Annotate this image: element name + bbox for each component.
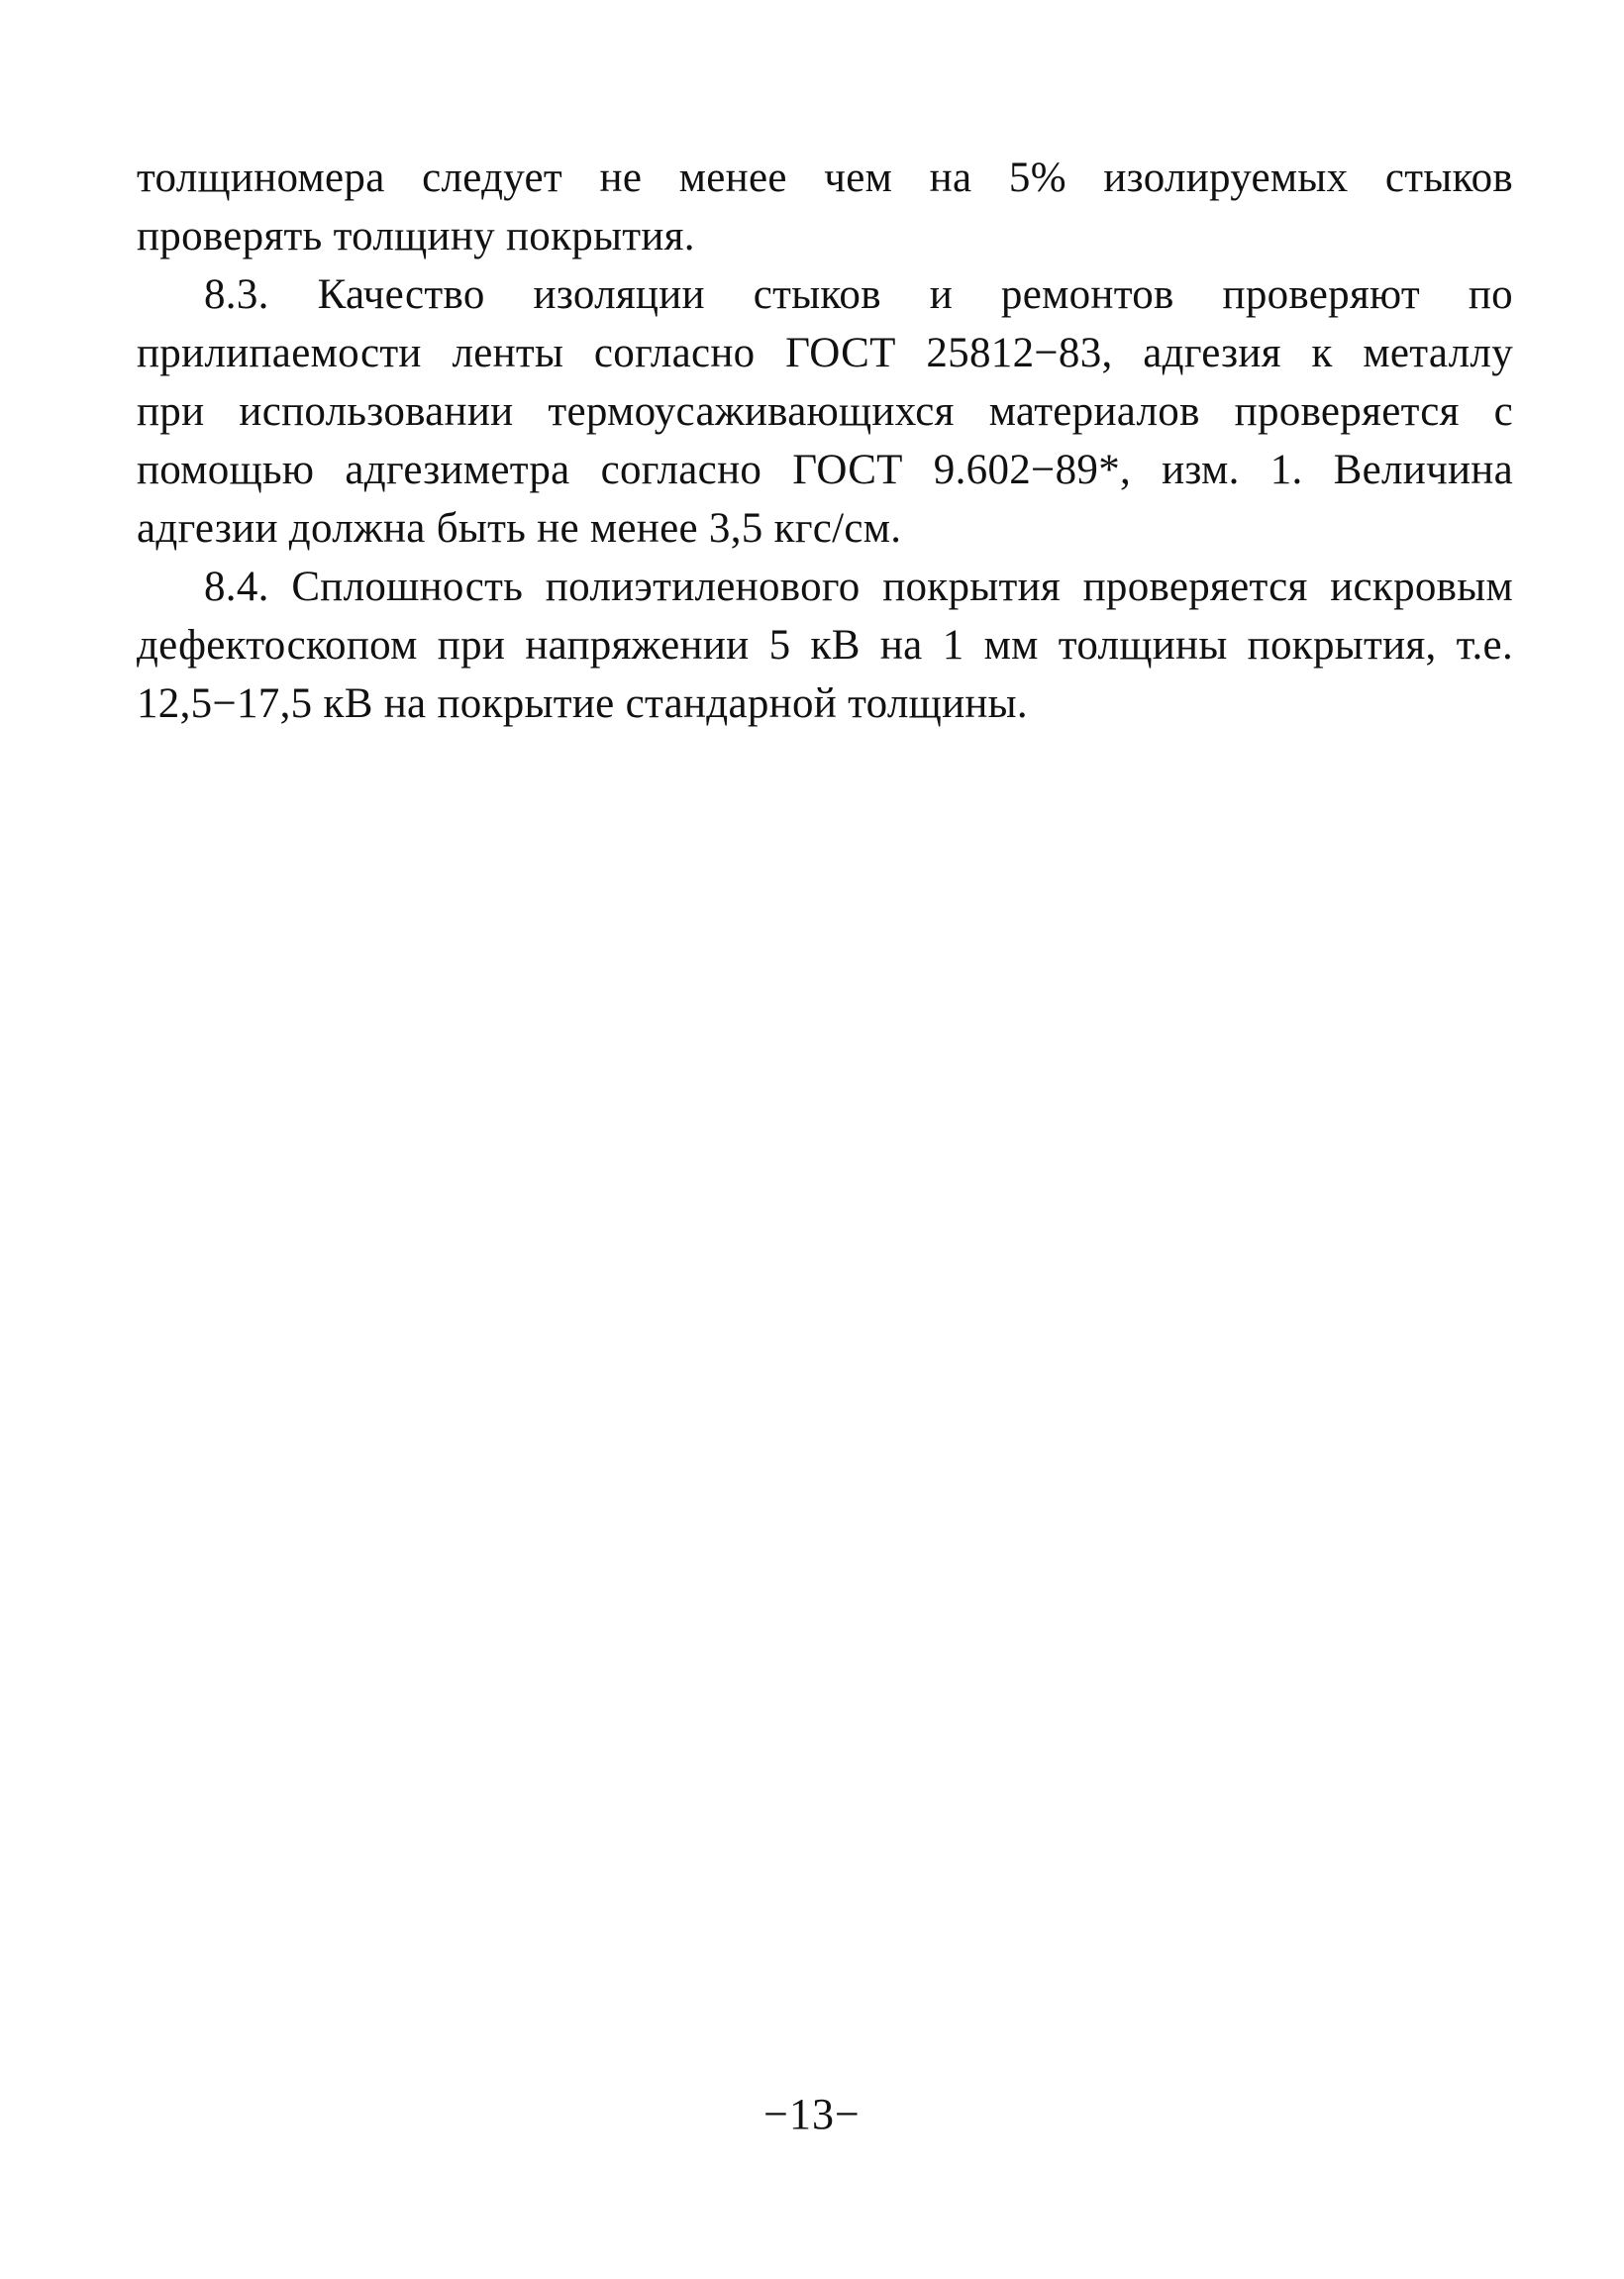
paragraph-8-3 — [137, 265, 1513, 558]
paragraph-continuation — [137, 149, 1513, 265]
text-line: дефектоскопом при напряжении 5 кВ на 1 мм толщины покрытия, т.е. — [137, 622, 1513, 669]
text-line: при использовании термоусаживающихся материалов проверяется с — [137, 388, 1513, 435]
text-line: 12,5−17,5 кВ на покрытие стандарной толщины. — [137, 680, 1028, 727]
document-body — [137, 149, 1513, 733]
text-line: адгезии должна быть не менее 3,5 кгс/см. — [137, 505, 902, 552]
paragraph-8-4 — [137, 558, 1513, 733]
page-number: −13− — [763, 2090, 861, 2138]
text-line: толщиномера следует не менее чем на 5% изолируемых стыков — [137, 155, 1513, 201]
text-line: помощью адгезиметра согласно ГОСТ 9.602−89*, изм. 1. Величина — [137, 447, 1513, 493]
text-line: проверять толщину покрытия. — [137, 213, 695, 259]
text-line: прилипаемости ленты согласно ГОСТ 25812−83, адгезия к металлу — [137, 330, 1513, 376]
text-line: 8.3. Качество изоляции стыков и ремонтов проверяют по — [204, 271, 1513, 318]
text-line: 8.4. Сплошность полиэтиленового покрытия проверяется искровым — [204, 564, 1513, 610]
